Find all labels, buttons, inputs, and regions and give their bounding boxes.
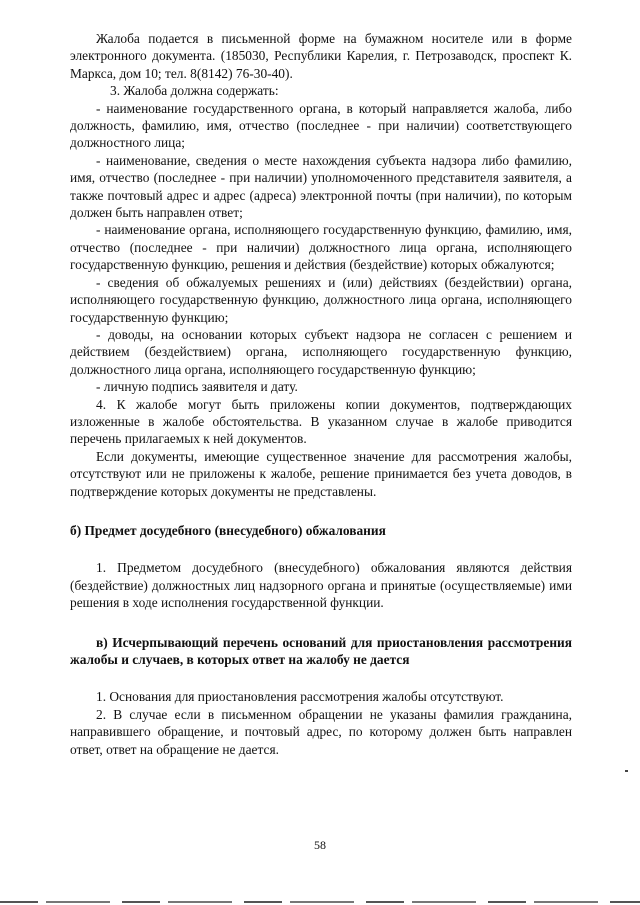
paragraph-section-b-1: 1. Предметом досудебного (внесудебного) обжалования являются действия (бездействие) должностных лиц надзорного органа и принятые (осуществляемые) ими решения в ходе исполнения государственной функции. [70,560,572,611]
paragraph-bullet-authority: - наименование государственного органа, в который направляется жалоба, либо должность, фамилию, имя, отчество (последнее - при наличии) соответствующего должностного лица; [70,100,572,151]
paragraph-section-v-1: 1. Основания для приостановления рассмотрения жалобы отсутствуют. [96,689,504,705]
heading-section-b: б) Предмет досудебного (внесудебного) обжалования [70,522,386,538]
paragraph-bullet-arguments: - доводы, на основании которых субъект надзора не согласен с решением и действием (бездействием) органа, исполняющего государственную функцию, должностного лица органа, исполняющего государственную функцию; [70,326,572,377]
scan-edge-line [0,901,640,903]
paragraph-bullet-decisions: - сведения об обжалуемых решениях и (или) действиях (бездействии) органа, исполняющего государственную функцию, должностного лица органа, исполняющего государственную функцию; [70,274,572,325]
heading-section-v: в) Исчерпывающий перечень оснований для приостановления рассмотрения жалобы и случаев, в которых ответ на жалобу не дается [70,634,572,667]
paragraph-submission-form: Жалоба подается в письменной форме на бумажном носителе или в форме электронного документа. (185030, Республики Карелия, г. Петрозаводск, проспект К. Маркса, дом 10; тел. 8(8142) 76-30-40). [70,31,572,81]
paragraph-section-v-2: 2. В случае если в письменном обращении не указаны фамилия гражданина, направившего обращение, и почтовый адрес, по которому должен быть направлен ответ, ответ на обращение не дается. [70,706,572,757]
page-number: 58 [314,838,326,852]
paragraph-bullet-signature: - личную подпись заявителя и дату. [96,379,298,395]
paragraph-documents-missing: Если документы, имеющие существенное значение для рассмотрения жалобы, отсутствуют или не приложены к жалобе, решение принимается без учета доводов, в подтверждение которых документы не представлены. [70,448,572,499]
scan-speck [625,770,628,772]
document-page [70,30,572,758]
paragraph-bullet-organ: - наименование органа, исполняющего государственную функцию, фамилию, имя, отчество (последнее - при наличии) должностного лица органа, исполняющего государственную функцию, решения и действия (бездействие) которых обжалуются; [70,222,572,273]
paragraph-item-3: 3. Жалоба должна содержать: [110,83,279,99]
paragraph-bullet-subject: - наименование, сведения о месте нахождения субъекта надзора либо фамилию, имя, отчество (последнее - при наличии) уполномоченного представителя заявителя, а также почтовый адрес и адрес (адреса) электронной почты (при наличии), по которым должен быть направлен ответ; [70,152,572,221]
paragraph-item-4: 4. К жалобе могут быть приложены копии документов, подтверждающих изложенные в жалобе обстоятельства. В указанном случае в жалобе приводится перечень прилагаемых к ней документов. [70,396,572,447]
